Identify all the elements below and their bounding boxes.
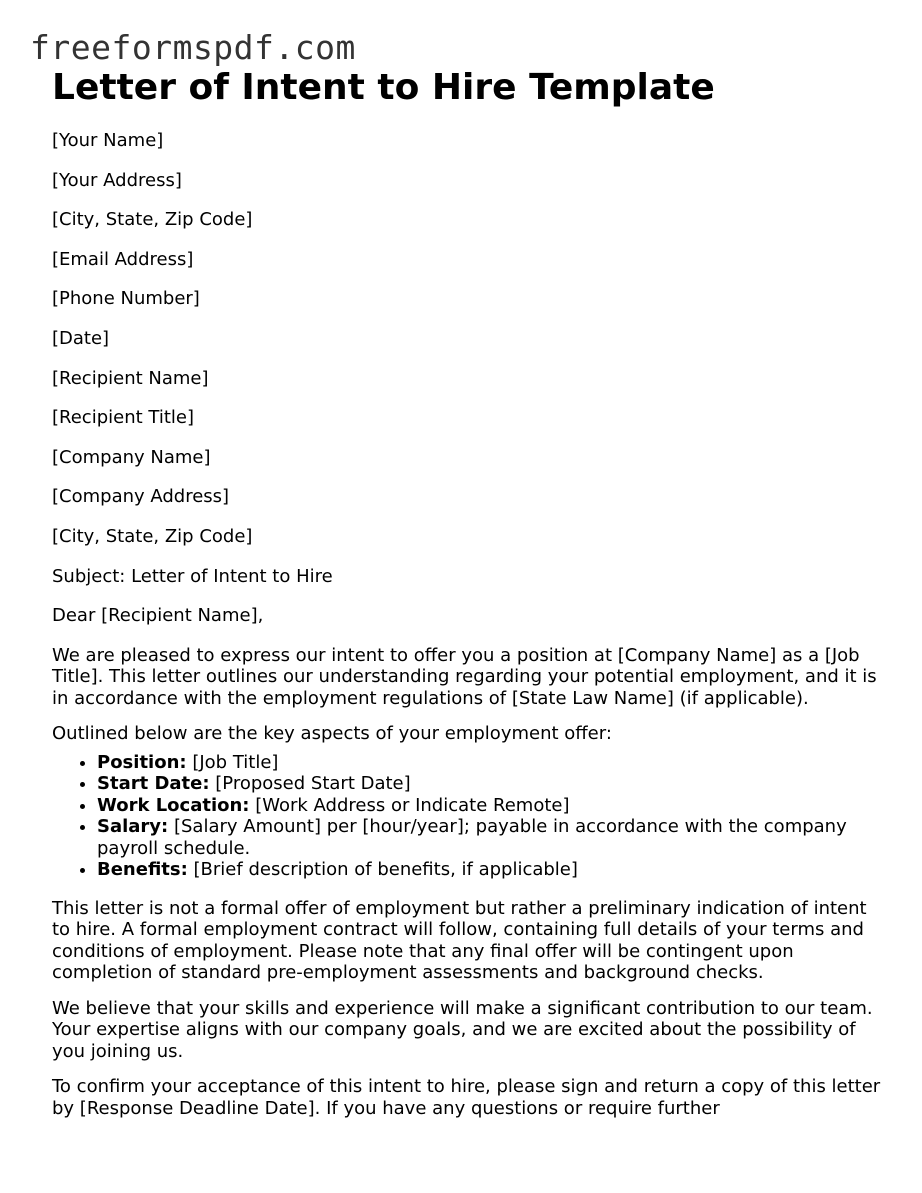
skills-paragraph: We believe that your skills and experience will make a significant contribution to our team. Your expertise aligns with our company goals, and we are excited about the possibility of you joining us. <box>52 997 873 1062</box>
list-item-label: Salary: <box>97 816 169 838</box>
not-formal-offer-paragraph: This letter is not a formal offer of employment but rather a preliminary indication of intent to hire. A formal employment contract will follow, containing full details of your terms and conditions of employment. Please note that any final offer will be contingent upon completion of standard pre-employment assessments and background checks. <box>52 897 867 984</box>
salutation: Dear [Recipient Name], <box>52 605 264 627</box>
sender-phone: [Phone Number] <box>52 288 200 310</box>
list-item-value: [Salary Amount] per [hour/year]; payable in accordance with the company payroll schedule. <box>97 816 847 859</box>
list-item <box>97 816 882 859</box>
outline-paragraph: Outlined below are the key aspects of your employment offer: <box>52 723 612 745</box>
company-name: [Company Name] <box>52 446 211 468</box>
intro-paragraph: We are pleased to express our intent to offer you a position at [Company Name] as a [Job Title]. This letter outlines our understanding regarding your potential employment, and it is in accordance with the employment regulations of [State Law Name] (if applicable). <box>52 644 877 709</box>
watermark: freeformspdf.com <box>30 28 356 67</box>
sender-email: [Email Address] <box>52 248 194 270</box>
list-item-label: Work Location: <box>97 794 250 816</box>
company-city-state-zip: [City, State, Zip Code] <box>52 525 253 547</box>
sender-name: [Your Name] <box>52 130 164 151</box>
confirm-paragraph: To confirm your acceptance of this intent to hire, please sign and return a copy of this letter by [Response Deadline Date]. If you have any questions or require further <box>52 1076 881 1119</box>
company-address: [Company Address] <box>52 486 230 508</box>
page-title: Letter of Intent to Hire Template <box>52 67 715 108</box>
list-item-label: Start Date: <box>97 773 210 795</box>
list-item <box>97 795 882 817</box>
list-item-label: Benefits: <box>97 859 188 881</box>
list-item-value: [Work Address or Indicate Remote] <box>249 794 570 816</box>
sender-city-state-zip: [City, State, Zip Code] <box>52 209 253 231</box>
letter-date: [Date] <box>52 327 110 349</box>
list-item-value: [Job Title] <box>186 751 279 773</box>
letter-header <box>52 130 882 626</box>
subject-line: Subject: Letter of Intent to Hire <box>52 565 333 587</box>
list-item-value: [Proposed Start Date] <box>209 773 411 795</box>
list-item-value: [Brief description of benefits, if applicable] <box>187 859 578 881</box>
list-item <box>97 752 882 774</box>
letter-page <box>52 66 882 1133</box>
list-item <box>97 773 882 795</box>
list-item <box>97 859 882 881</box>
sender-address: [Your Address] <box>52 169 182 191</box>
list-item-label: Position: <box>97 751 187 773</box>
offer-list <box>52 752 882 881</box>
recipient-name: [Recipient Name] <box>52 367 209 389</box>
recipient-title: [Recipient Title] <box>52 407 194 429</box>
